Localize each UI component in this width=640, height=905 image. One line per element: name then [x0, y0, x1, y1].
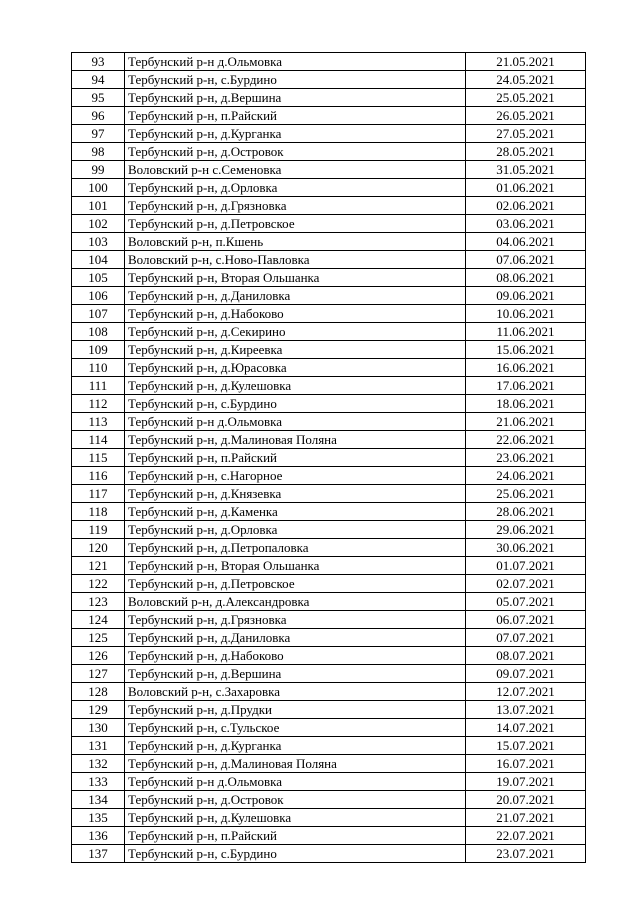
table-row	[72, 701, 586, 719]
location-cell: Воловский р-н, с.Ново-Павловка	[125, 251, 466, 269]
location-cell: Тербунский р-н, Вторая Ольшанка	[125, 557, 466, 575]
row-number-cell: 133	[72, 773, 125, 791]
table-row	[72, 143, 586, 161]
location-cell: Тербунский р-н, Вторая Ольшанка	[125, 269, 466, 287]
date-cell: 03.06.2021	[466, 215, 586, 233]
row-number-cell: 122	[72, 575, 125, 593]
location-cell: Тербунский р-н, д.Петровское	[125, 575, 466, 593]
location-cell: Тербунский р-н, д.Вершина	[125, 89, 466, 107]
date-cell: 16.07.2021	[466, 755, 586, 773]
location-cell: Тербунский р-н д.Ольмовка	[125, 53, 466, 71]
date-cell: 16.06.2021	[466, 359, 586, 377]
row-number-cell: 111	[72, 377, 125, 395]
date-cell: 15.07.2021	[466, 737, 586, 755]
table-row	[72, 467, 586, 485]
date-cell: 22.06.2021	[466, 431, 586, 449]
table-row	[72, 557, 586, 575]
table-row	[72, 629, 586, 647]
table-row	[72, 305, 586, 323]
date-cell: 25.06.2021	[466, 485, 586, 503]
date-cell: 20.07.2021	[466, 791, 586, 809]
date-cell: 27.05.2021	[466, 125, 586, 143]
table-row	[72, 611, 586, 629]
table-row	[72, 359, 586, 377]
date-cell: 26.05.2021	[466, 107, 586, 125]
date-cell: 10.06.2021	[466, 305, 586, 323]
table-row	[72, 809, 586, 827]
row-number-cell: 130	[72, 719, 125, 737]
date-cell: 21.07.2021	[466, 809, 586, 827]
row-number-cell: 102	[72, 215, 125, 233]
location-cell: Тербунский р-н, с.Бурдино	[125, 395, 466, 413]
row-number-cell: 124	[72, 611, 125, 629]
table-row	[72, 665, 586, 683]
date-cell: 19.07.2021	[466, 773, 586, 791]
date-cell: 06.07.2021	[466, 611, 586, 629]
table-row	[72, 89, 586, 107]
date-cell: 22.07.2021	[466, 827, 586, 845]
row-number-cell: 134	[72, 791, 125, 809]
location-cell: Тербунский р-н, д.Петропаловка	[125, 539, 466, 557]
row-number-cell: 126	[72, 647, 125, 665]
location-cell: Воловский р-н, с.Захаровка	[125, 683, 466, 701]
table-row	[72, 539, 586, 557]
location-cell: Тербунский р-н, д.Каменка	[125, 503, 466, 521]
location-cell: Тербунский р-н д.Ольмовка	[125, 773, 466, 791]
location-cell: Тербунский р-н, д.Орловка	[125, 521, 466, 539]
table-row	[72, 413, 586, 431]
table-row	[72, 791, 586, 809]
location-cell: Тербунский р-н, с.Бурдино	[125, 845, 466, 863]
date-cell: 15.06.2021	[466, 341, 586, 359]
date-cell: 08.07.2021	[466, 647, 586, 665]
table-row	[72, 521, 586, 539]
date-cell: 14.07.2021	[466, 719, 586, 737]
location-cell: Воловский р-н, п.Кшень	[125, 233, 466, 251]
row-number-cell: 107	[72, 305, 125, 323]
date-cell: 25.05.2021	[466, 89, 586, 107]
table-row	[72, 179, 586, 197]
table-row	[72, 593, 586, 611]
location-cell: Тербунский р-н, д.Курганка	[125, 737, 466, 755]
date-cell: 09.06.2021	[466, 287, 586, 305]
location-cell: Тербунский р-н, с.Нагорное	[125, 467, 466, 485]
date-cell: 12.07.2021	[466, 683, 586, 701]
table-row	[72, 287, 586, 305]
date-cell: 21.05.2021	[466, 53, 586, 71]
location-cell: Тербунский р-н, д.Петровское	[125, 215, 466, 233]
date-cell: 24.05.2021	[466, 71, 586, 89]
location-cell: Тербунский р-н, д.Набоково	[125, 647, 466, 665]
location-cell: Тербунский р-н, д.Малиновая Поляна	[125, 755, 466, 773]
location-cell: Тербунский р-н, д.Орловка	[125, 179, 466, 197]
date-cell: 02.07.2021	[466, 575, 586, 593]
table-row	[72, 719, 586, 737]
date-cell: 28.06.2021	[466, 503, 586, 521]
table-row	[72, 107, 586, 125]
row-number-cell: 108	[72, 323, 125, 341]
table-row	[72, 395, 586, 413]
row-number-cell: 94	[72, 71, 125, 89]
row-number-cell: 113	[72, 413, 125, 431]
row-number-cell: 95	[72, 89, 125, 107]
table-row	[72, 503, 586, 521]
location-cell: Тербунский р-н, д.Островок	[125, 791, 466, 809]
date-cell: 17.06.2021	[466, 377, 586, 395]
table-row	[72, 269, 586, 287]
date-cell: 05.07.2021	[466, 593, 586, 611]
table-row	[72, 827, 586, 845]
date-cell: 23.06.2021	[466, 449, 586, 467]
location-cell: Тербунский р-н, д.Вершина	[125, 665, 466, 683]
location-cell: Тербунский р-н, д.Князевка	[125, 485, 466, 503]
row-number-cell: 129	[72, 701, 125, 719]
date-cell: 04.06.2021	[466, 233, 586, 251]
location-cell: Тербунский р-н, д.Грязновка	[125, 197, 466, 215]
table-row	[72, 755, 586, 773]
location-cell: Тербунский р-н, с.Тульское	[125, 719, 466, 737]
row-number-cell: 104	[72, 251, 125, 269]
date-cell: 30.06.2021	[466, 539, 586, 557]
table-row	[72, 251, 586, 269]
date-cell: 09.07.2021	[466, 665, 586, 683]
location-cell: Тербунский р-н д.Ольмовка	[125, 413, 466, 431]
location-cell: Тербунский р-н, д.Кулешовка	[125, 809, 466, 827]
location-cell: Тербунский р-н, п.Райский	[125, 827, 466, 845]
date-cell: 18.06.2021	[466, 395, 586, 413]
table-row	[72, 233, 586, 251]
row-number-cell: 120	[72, 539, 125, 557]
table-row	[72, 647, 586, 665]
location-cell: Тербунский р-н, п.Райский	[125, 107, 466, 125]
table-row	[72, 341, 586, 359]
table-row	[72, 125, 586, 143]
row-number-cell: 125	[72, 629, 125, 647]
location-cell: Тербунский р-н, д.Прудки	[125, 701, 466, 719]
row-number-cell: 110	[72, 359, 125, 377]
date-cell: 24.06.2021	[466, 467, 586, 485]
date-cell: 01.07.2021	[466, 557, 586, 575]
location-cell: Тербунский р-н, д.Кулешовка	[125, 377, 466, 395]
row-number-cell: 93	[72, 53, 125, 71]
row-number-cell: 119	[72, 521, 125, 539]
date-cell: 13.07.2021	[466, 701, 586, 719]
row-number-cell: 121	[72, 557, 125, 575]
row-number-cell: 118	[72, 503, 125, 521]
row-number-cell: 131	[72, 737, 125, 755]
location-cell: Тербунский р-н, д.Малиновая Поляна	[125, 431, 466, 449]
table-row	[72, 683, 586, 701]
table-row	[72, 323, 586, 341]
row-number-cell: 106	[72, 287, 125, 305]
row-number-cell: 105	[72, 269, 125, 287]
location-cell: Тербунский р-н, д.Киреевка	[125, 341, 466, 359]
table-row	[72, 485, 586, 503]
row-number-cell: 98	[72, 143, 125, 161]
location-cell: Тербунский р-н, д.Островок	[125, 143, 466, 161]
row-number-cell: 116	[72, 467, 125, 485]
table-row	[72, 53, 586, 71]
row-number-cell: 132	[72, 755, 125, 773]
row-number-cell: 115	[72, 449, 125, 467]
date-cell: 07.07.2021	[466, 629, 586, 647]
date-cell: 29.06.2021	[466, 521, 586, 539]
row-number-cell: 99	[72, 161, 125, 179]
table-row	[72, 449, 586, 467]
location-cell: Тербунский р-н, д.Юрасовка	[125, 359, 466, 377]
table-row	[72, 773, 586, 791]
row-number-cell: 135	[72, 809, 125, 827]
row-number-cell: 137	[72, 845, 125, 863]
row-number-cell: 100	[72, 179, 125, 197]
table-row	[72, 737, 586, 755]
date-cell: 01.06.2021	[466, 179, 586, 197]
table-row	[72, 575, 586, 593]
row-number-cell: 101	[72, 197, 125, 215]
date-cell: 02.06.2021	[466, 197, 586, 215]
table-row	[72, 431, 586, 449]
location-cell: Тербунский р-н, д.Набоково	[125, 305, 466, 323]
date-cell: 28.05.2021	[466, 143, 586, 161]
location-cell: Тербунский р-н, д.Грязновка	[125, 611, 466, 629]
location-cell: Тербунский р-н, с.Бурдино	[125, 71, 466, 89]
date-cell: 31.05.2021	[466, 161, 586, 179]
date-cell: 07.06.2021	[466, 251, 586, 269]
table-row	[72, 377, 586, 395]
table-row	[72, 197, 586, 215]
row-number-cell: 136	[72, 827, 125, 845]
row-number-cell: 109	[72, 341, 125, 359]
location-cell: Тербунский р-н, д.Курганка	[125, 125, 466, 143]
location-cell: Воловский р-н, д.Александровка	[125, 593, 466, 611]
row-number-cell: 96	[72, 107, 125, 125]
schedule-table-body	[72, 53, 586, 863]
date-cell: 11.06.2021	[466, 323, 586, 341]
location-cell: Воловский р-н с.Семеновка	[125, 161, 466, 179]
row-number-cell: 127	[72, 665, 125, 683]
table-row	[72, 71, 586, 89]
row-number-cell: 123	[72, 593, 125, 611]
table-row	[72, 845, 586, 863]
row-number-cell: 112	[72, 395, 125, 413]
table-row	[72, 161, 586, 179]
table-row	[72, 215, 586, 233]
row-number-cell: 117	[72, 485, 125, 503]
date-cell: 08.06.2021	[466, 269, 586, 287]
row-number-cell: 128	[72, 683, 125, 701]
row-number-cell: 97	[72, 125, 125, 143]
row-number-cell: 114	[72, 431, 125, 449]
location-cell: Тербунский р-н, д.Даниловка	[125, 287, 466, 305]
row-number-cell: 103	[72, 233, 125, 251]
schedule-table	[71, 52, 586, 863]
date-cell: 21.06.2021	[466, 413, 586, 431]
location-cell: Тербунский р-н, д.Даниловка	[125, 629, 466, 647]
date-cell: 23.07.2021	[466, 845, 586, 863]
location-cell: Тербунский р-н, д.Секирино	[125, 323, 466, 341]
location-cell: Тербунский р-н, п.Райский	[125, 449, 466, 467]
